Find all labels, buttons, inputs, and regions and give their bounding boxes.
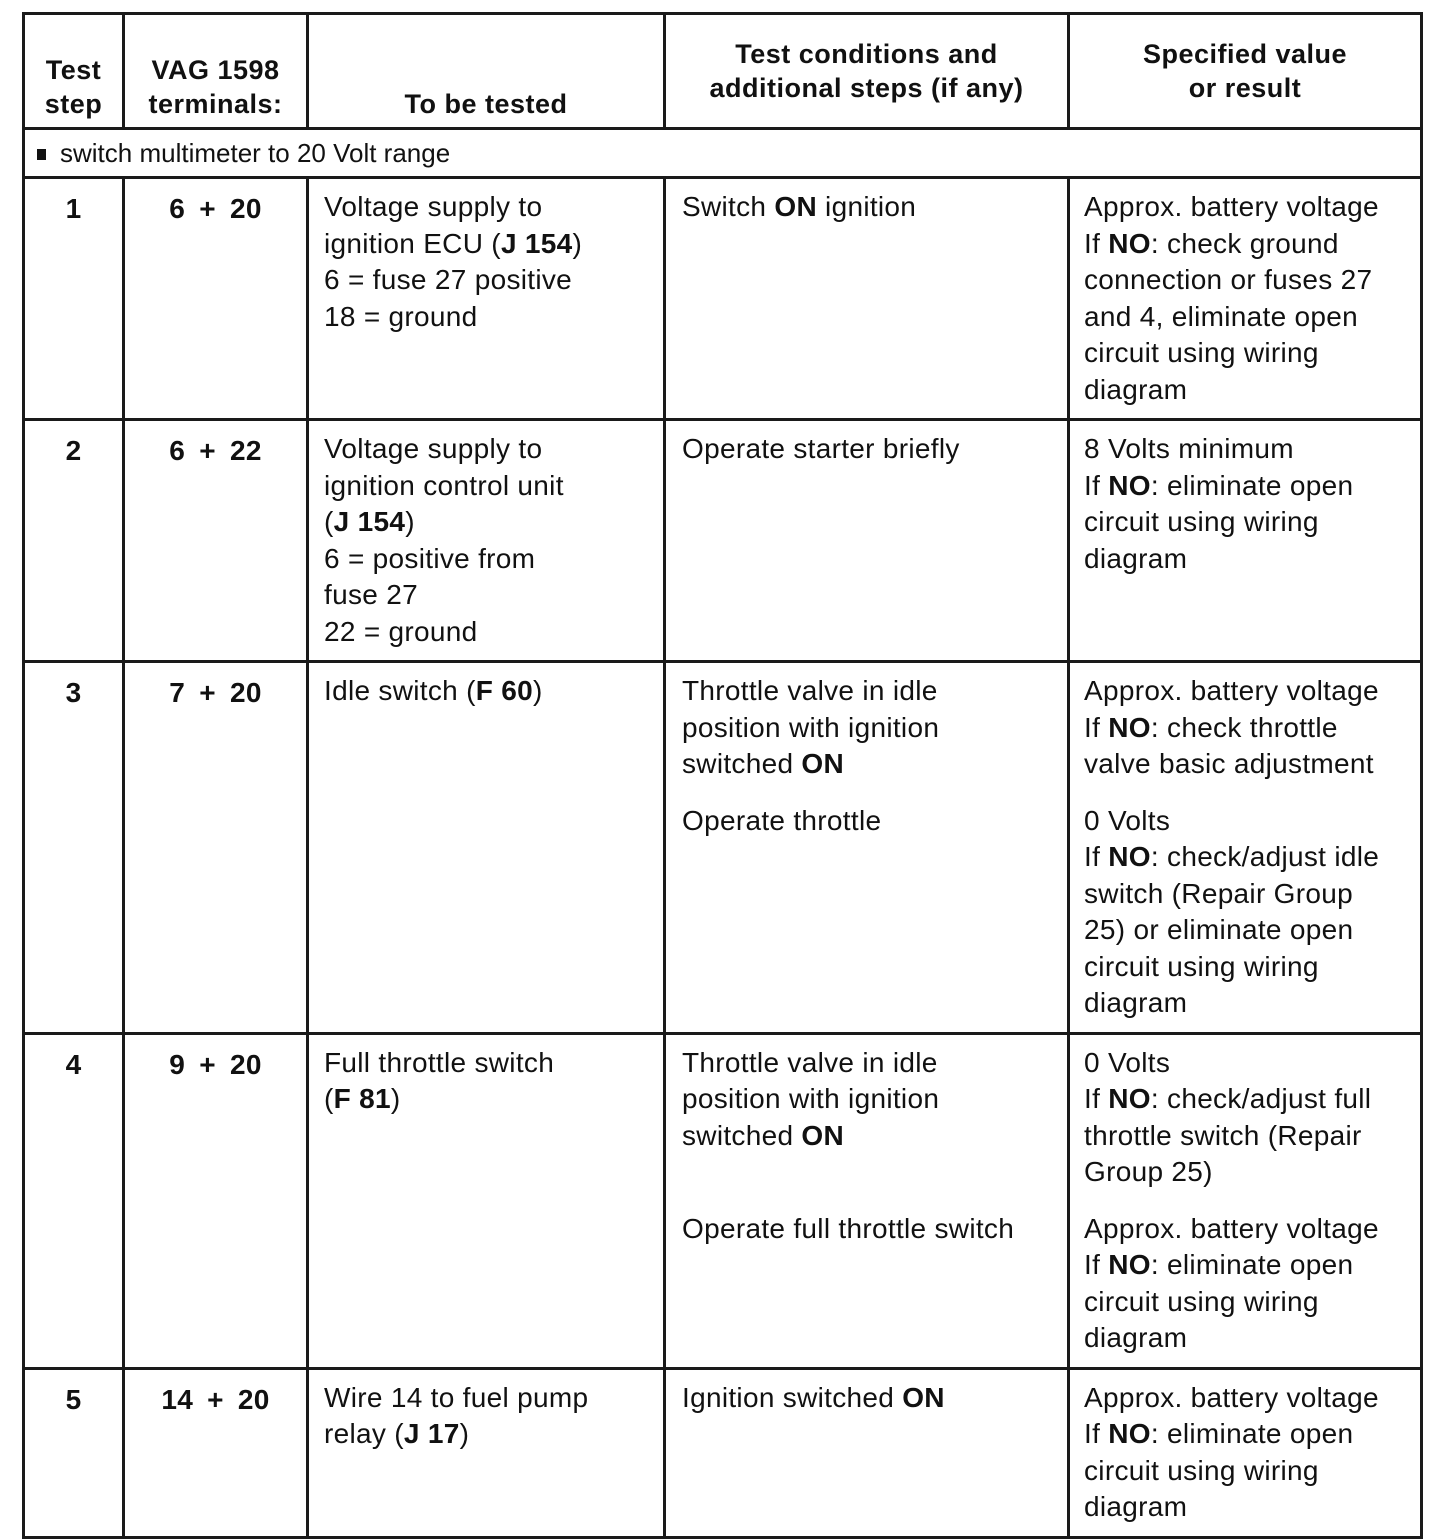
test-step-number: 4 xyxy=(65,1048,82,1080)
result-line: circuit using wiring xyxy=(1084,506,1319,537)
result-line: If NO: check ground xyxy=(1084,227,1339,259)
conditions-cell xyxy=(665,662,1069,1034)
condition-block xyxy=(682,431,1059,468)
terminals-cell xyxy=(124,1368,308,1537)
result-line: circuit using wiring xyxy=(1084,1285,1319,1317)
condition-line: switched ON xyxy=(682,1119,845,1151)
test-step-cell xyxy=(24,1368,124,1537)
to-be-tested-cell xyxy=(308,420,665,662)
result-line: 0 Volts xyxy=(1084,804,1171,836)
table-row xyxy=(24,1368,1422,1537)
result-cell xyxy=(1069,420,1422,662)
note-text: switch multimeter to 20 Volt range xyxy=(60,138,451,168)
tested-line: ignition ECU (J 154) xyxy=(324,227,583,259)
tested-line: Idle switch (F 60) xyxy=(324,675,543,706)
terminals-value: 6 + 22 xyxy=(169,435,262,466)
test-table xyxy=(22,12,1423,1539)
result-line: circuit using wiring xyxy=(1084,950,1319,982)
to-be-tested-cell xyxy=(308,1368,665,1537)
result-line: diagram xyxy=(1084,373,1188,405)
result-cell xyxy=(1069,1033,1422,1368)
table-row xyxy=(24,1033,1422,1368)
table-row xyxy=(24,178,1422,420)
conditions-cell xyxy=(665,1368,1069,1537)
test-step-cell xyxy=(24,1033,124,1368)
test-step-cell xyxy=(24,420,124,662)
result-line: If NO: check/adjust idle xyxy=(1084,841,1380,872)
condition-block xyxy=(682,1045,1059,1155)
header-specified: Specified value or result xyxy=(1069,14,1422,129)
condition-block xyxy=(682,1380,1059,1417)
tested-line: Voltage supply to xyxy=(324,191,543,222)
conditions-cell xyxy=(665,420,1069,662)
result-line: If NO: eliminate open xyxy=(1084,469,1354,501)
tested-line: 22 = ground xyxy=(324,615,478,647)
conditions-cell xyxy=(665,178,1069,420)
result-line: If NO: check throttle xyxy=(1084,711,1338,743)
condition-line: position with ignition xyxy=(682,711,940,743)
header-test-step: Test step xyxy=(24,14,124,129)
terminals-cell xyxy=(124,178,308,420)
terminals-value: 7 + 20 xyxy=(169,677,262,708)
result-block xyxy=(1084,1380,1416,1526)
result-cell xyxy=(1069,178,1422,420)
condition-line: Throttle valve in idle xyxy=(682,1046,938,1078)
tested-line: (F 81) xyxy=(324,1083,401,1114)
condition-block xyxy=(682,1211,1059,1248)
result-line: Approx. battery voltage xyxy=(1084,1212,1379,1244)
bullet-icon xyxy=(37,149,46,160)
table-row xyxy=(24,420,1422,662)
result-line: If NO: check/adjust full xyxy=(1084,1083,1372,1114)
terminals-value: 14 + 20 xyxy=(161,1383,270,1415)
result-line: Approx. battery voltage xyxy=(1084,1381,1379,1413)
to-be-tested-cell xyxy=(308,178,665,420)
result-line: valve basic adjustment xyxy=(1084,748,1374,779)
result-line: Approx. battery voltage xyxy=(1084,191,1379,222)
condition-block xyxy=(682,673,1059,783)
result-line: If NO: eliminate open xyxy=(1084,1418,1354,1449)
header-conditions: Test conditions and additional steps (if any) xyxy=(665,14,1069,129)
test-step-number: 1 xyxy=(65,193,82,224)
tested-line: relay (J 17) xyxy=(324,1418,470,1449)
tested-line: fuse 27 xyxy=(324,579,418,610)
to-be-tested-cell xyxy=(308,662,665,1034)
test-step-number: 3 xyxy=(65,677,82,708)
result-line: diagram xyxy=(1084,987,1188,1018)
tested-line: Wire 14 to fuel pump xyxy=(324,1381,589,1413)
result-cell xyxy=(1069,662,1422,1034)
tested-line: (J 154) xyxy=(324,506,415,537)
header-to-be-tested: To be tested xyxy=(308,14,665,129)
result-line: Group 25) xyxy=(1084,1156,1213,1187)
to-be-tested-cell xyxy=(308,1033,665,1368)
condition-line: switched ON xyxy=(682,748,845,779)
tested-line: 6 = positive from xyxy=(324,542,536,574)
result-line: diagram xyxy=(1084,1322,1188,1353)
terminals-value: 6 + 20 xyxy=(169,193,262,224)
header-row xyxy=(24,14,1422,129)
condition-line: Ignition switched ON xyxy=(682,1381,945,1413)
tested-line: 18 = ground xyxy=(324,300,478,332)
result-cell xyxy=(1069,1368,1422,1537)
result-block xyxy=(1084,1045,1416,1191)
result-block xyxy=(1084,189,1416,408)
result-line: and 4, eliminate open xyxy=(1084,300,1359,332)
result-line: 0 Volts xyxy=(1084,1046,1171,1078)
terminals-cell xyxy=(124,662,308,1034)
result-line: throttle switch (Repair xyxy=(1084,1119,1362,1151)
terminals-cell xyxy=(124,420,308,662)
terminals-value: 9 + 20 xyxy=(169,1048,262,1080)
test-step-cell xyxy=(24,178,124,420)
condition-line: Operate full throttle switch xyxy=(682,1212,1015,1244)
test-step-number: 2 xyxy=(65,435,82,466)
result-block xyxy=(1084,1211,1416,1357)
table-row xyxy=(24,662,1422,1034)
tested-line: Voltage supply to xyxy=(324,433,543,464)
result-line: diagram xyxy=(1084,1491,1188,1522)
result-line: 25) or eliminate open xyxy=(1084,914,1354,945)
condition-line: Operate starter briefly xyxy=(682,433,960,464)
result-block xyxy=(1084,431,1416,577)
condition-block xyxy=(682,189,1059,226)
result-line: circuit using wiring xyxy=(1084,1454,1319,1486)
result-block xyxy=(1084,803,1416,1022)
header-terminals: VAG 1598 terminals: xyxy=(124,14,308,129)
test-step-number: 5 xyxy=(65,1383,82,1415)
conditions-cell xyxy=(665,1033,1069,1368)
condition-line: Operate throttle xyxy=(682,804,882,836)
condition-line: Throttle valve in idle xyxy=(682,675,938,706)
result-block xyxy=(1084,673,1416,783)
condition-line: Switch ON ignition xyxy=(682,191,917,222)
tested-line: 6 = fuse 27 positive xyxy=(324,264,573,295)
result-line: diagram xyxy=(1084,542,1188,574)
note-cell xyxy=(24,129,1422,178)
condition-line: position with ignition xyxy=(682,1083,940,1114)
result-line: 8 Volts minimum xyxy=(1084,433,1294,464)
tested-line: Full throttle switch xyxy=(324,1046,555,1078)
tested-line: ignition control unit xyxy=(324,469,564,501)
result-line: If NO: eliminate open xyxy=(1084,1249,1354,1280)
test-step-cell xyxy=(24,662,124,1034)
result-line: connection or fuses 27 xyxy=(1084,264,1373,295)
result-line: switch (Repair Group xyxy=(1084,877,1353,909)
result-line: circuit using wiring xyxy=(1084,337,1319,368)
condition-block xyxy=(682,803,1059,840)
note-row xyxy=(24,129,1422,178)
terminals-cell xyxy=(124,1033,308,1368)
result-line: Approx. battery voltage xyxy=(1084,675,1379,706)
